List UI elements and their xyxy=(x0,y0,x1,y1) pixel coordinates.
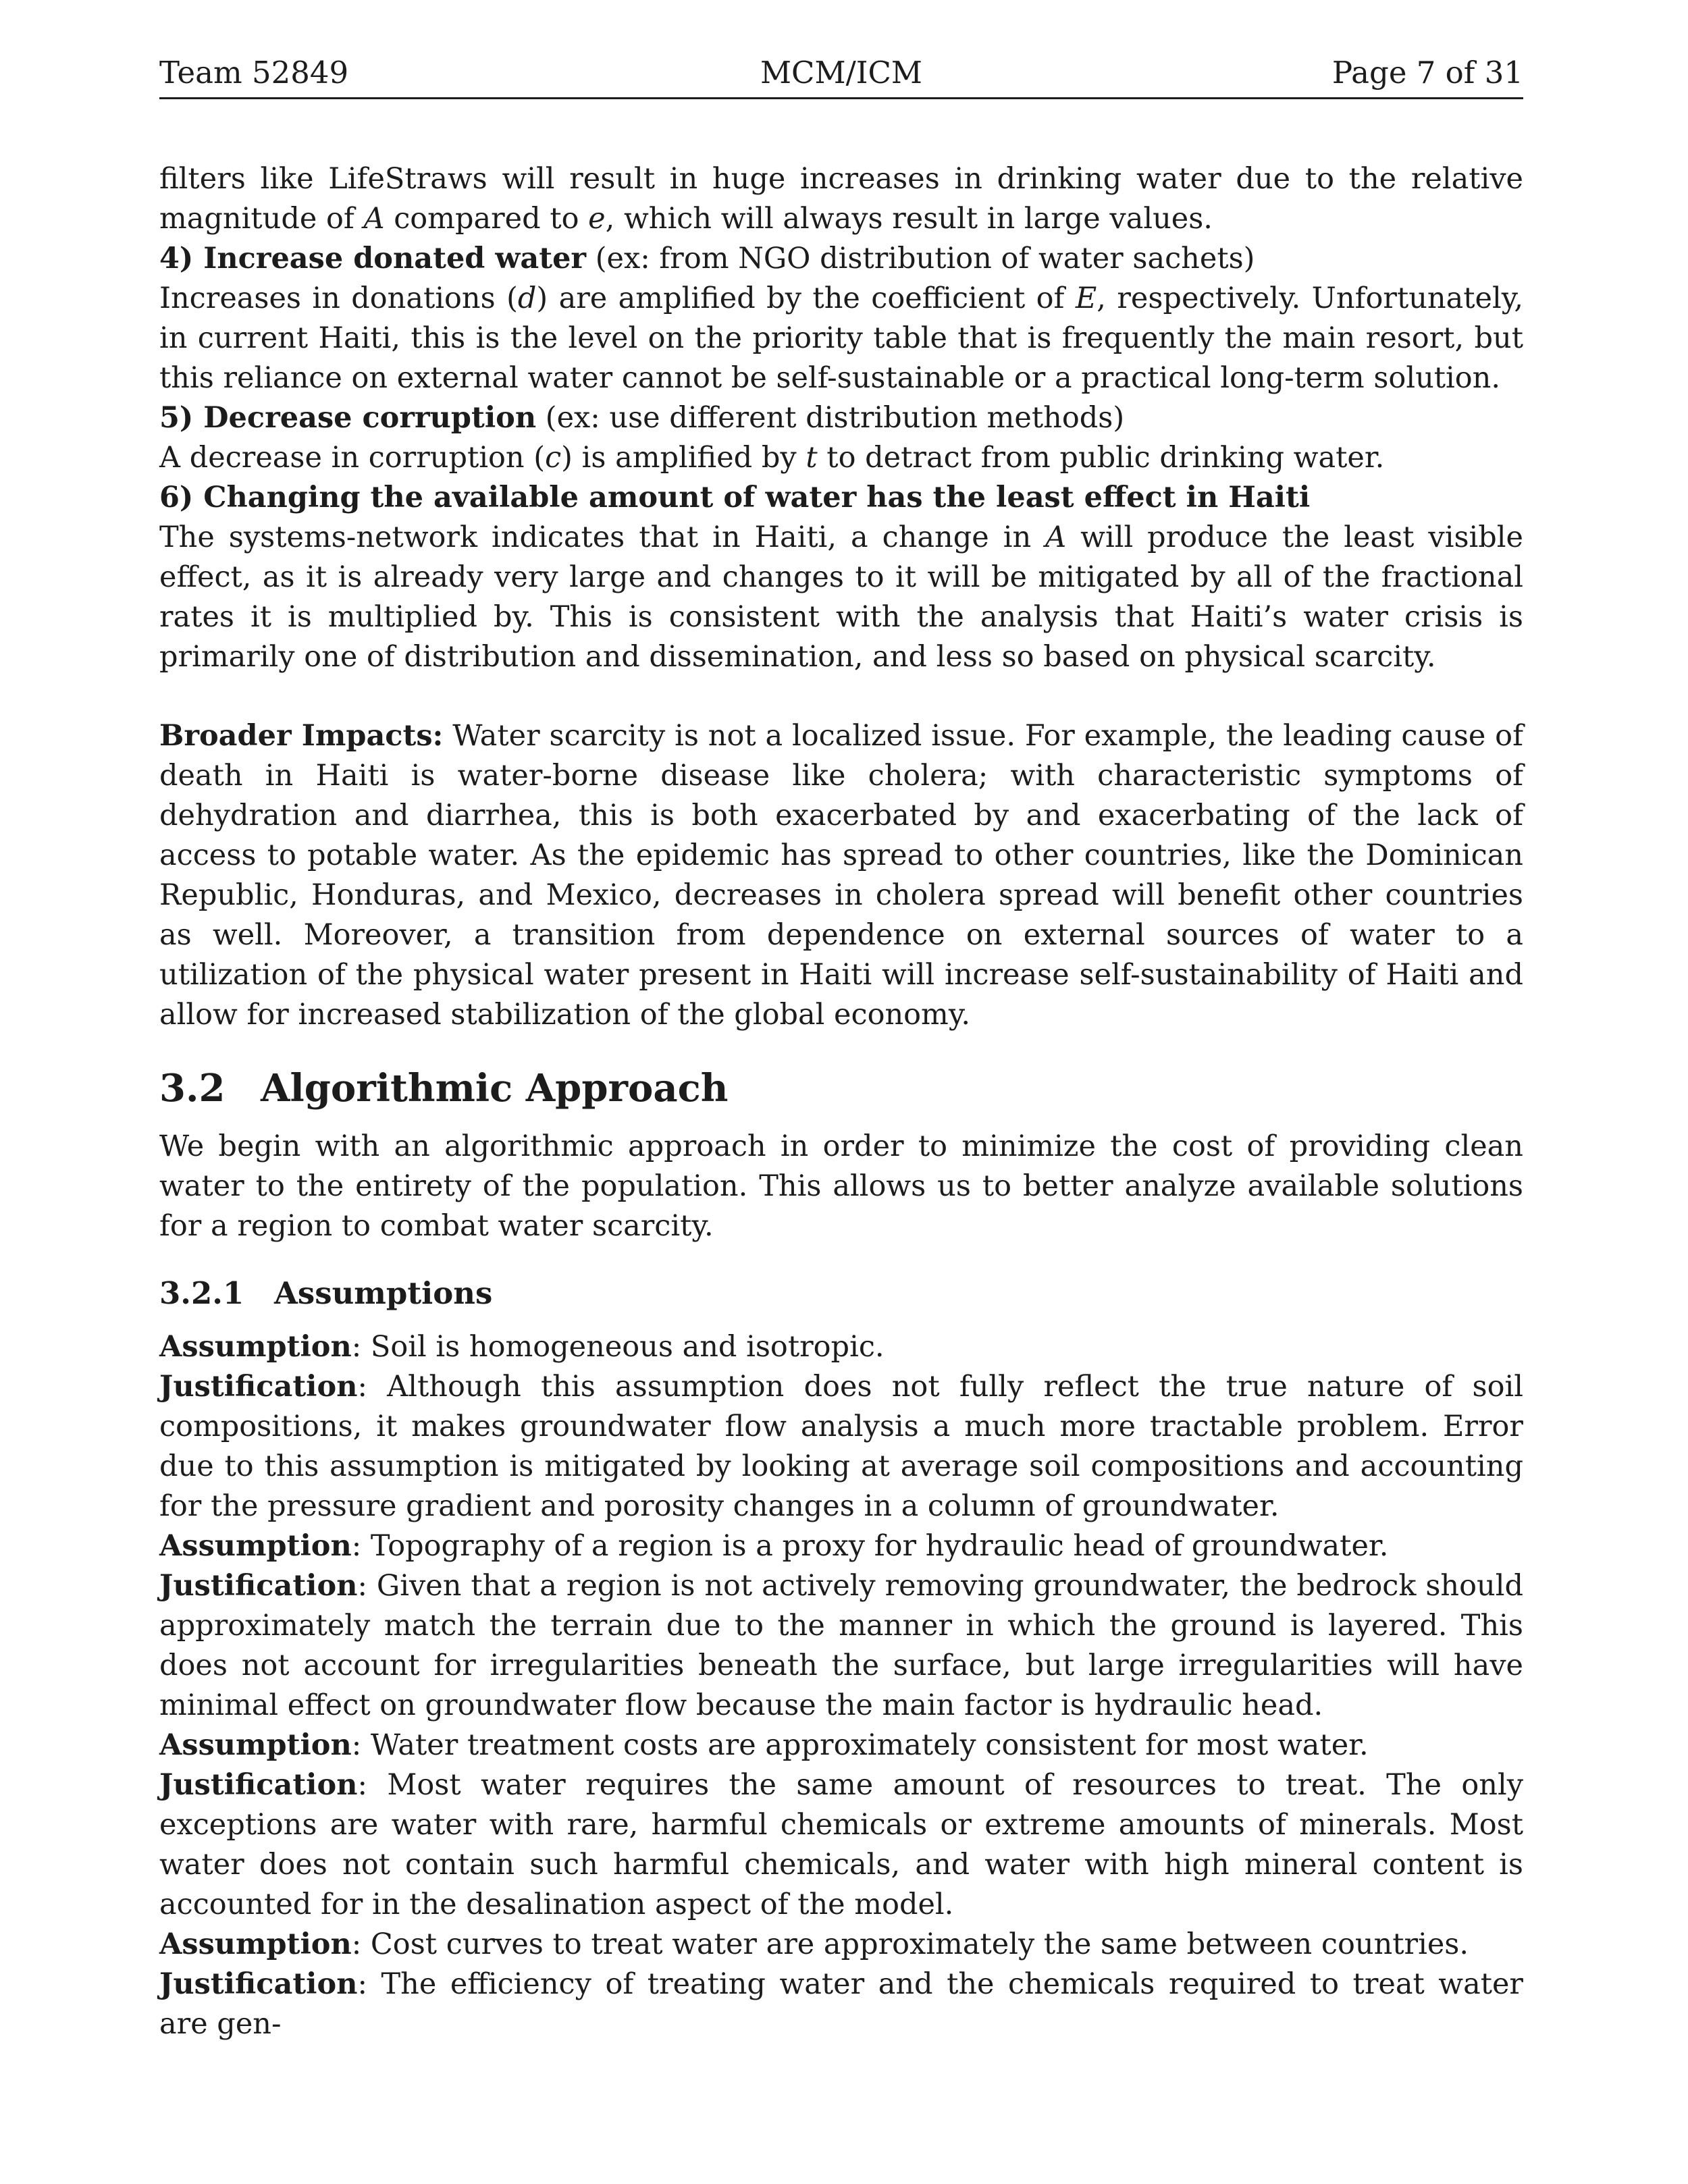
subsection-heading: 3.2.1 Assumptions xyxy=(159,1275,493,1311)
page-header xyxy=(159,53,1523,99)
header-page-number: Page 7 of 31 xyxy=(1331,55,1523,90)
intro-paragraph: filters like LifeStraws will result in huge increases in drinking water due to the relative magnitude of A compared to e, which will always result in large values. xyxy=(159,162,1523,236)
item-6-paragraph: The systems-network indicates that in Haiti, a change in A will produce the least visible effect, as it is already very large and changes to it will be mitigated by all of the fractional rates it is multiplied by. This is consistent with the analysis that Haiti’s water crisis is primarily one of distribution and dissemination, and less so based on physical scarcity. xyxy=(159,521,1523,674)
header-team: Team 52849 xyxy=(159,55,349,90)
broader-impacts-paragraph: Broader Impacts: Water scarcity is not a localized issue. For example, the leading cause of death in Haiti is water-borne disease like cholera; with characteristic symptoms of dehydration and diarrhea, this is both exacerbated by and exacerbating of the lack of access to potable water. As the epidemic has spread to other countries, like the Dominican Republic, Honduras, and Mexico, decreases in cholera spread will benefit other countries as well. Moreover, a transition from dependence on external sources of water to a utilization of the physical water present in Haiti will increase self-sustainability of Haiti and allow for increased stabilization of the global economy. xyxy=(159,719,1523,1032)
assumption-3: Assumption: Water treatment costs are approximately consistent for most water. xyxy=(159,1728,1369,1762)
page-body xyxy=(159,159,1523,2044)
justification-1: Justification: Although this assumption does not fully reflect the true nature of soil compositions, it makes groundwater flow analysis a much more tractable problem. Error due to this assumption is mitigated by looking at average soil compositions and accounting for the pressure gradient and porosity changes in a column of groundwater. xyxy=(159,1370,1523,1523)
header-contest: MCM/ICM xyxy=(760,55,923,90)
assumption-2: Assumption: Topography of a region is a proxy for hydraulic head of groundwater. xyxy=(159,1529,1389,1563)
section-intro-paragraph: We begin with an algorithmic approach in order to minimize the cost of providing clean water to the entirety of the population. This allows us to better analyze available solutions for a region to combat water scarcity. xyxy=(159,1129,1523,1243)
paragraph-gap xyxy=(159,677,1523,716)
justification-4: Justification: The efficiency of treating water and the chemicals required to treat water are gen- xyxy=(159,1967,1523,2041)
assumption-4: Assumption: Cost curves to treat water are approximately the same between countries. xyxy=(159,1927,1469,1961)
justification-3: Justification: Most water requires the same amount of resources to treat. The only exceptions are water with rare, harmful chemicals or extreme amounts of minerals. Most water does not contain such harmful chemicals, and water with high mineral content is accounted for in the desalination aspect of the model. xyxy=(159,1768,1523,1921)
item-4-heading: 4) Increase donated water (ex: from NGO distribution of water sachets) xyxy=(159,242,1255,275)
item-5-paragraph: A decrease in corruption (c) is amplified by t to detract from public drinking water. xyxy=(159,441,1385,475)
section-heading: 3.2 Algorithmic Approach xyxy=(159,1066,729,1111)
assumption-1: Assumption: Soil is homogeneous and isotropic. xyxy=(159,1330,885,1364)
justification-2: Justification: Given that a region is not actively removing groundwater, the bedrock should approximately match the terrain due to the manner in which the ground is layered. This does not account for irregularities beneath the surface, but large irregularities will have minimal effect on groundwater flow because the main factor is hydraulic head. xyxy=(159,1569,1523,1722)
item-6-heading: 6) Changing the available amount of water has the least effect in Haiti xyxy=(159,481,1311,514)
item-4-paragraph: Increases in donations (d) are amplified by the coefficient of E, respectively. Unfortunately, in current Haiti, this is the level on the priority table that is frequently the main resort, but this reliance on external water cannot be self-sustainable or a practical long-term solution. xyxy=(159,282,1523,395)
item-5-heading: 5) Decrease corruption (ex: use different distribution methods) xyxy=(159,401,1125,435)
